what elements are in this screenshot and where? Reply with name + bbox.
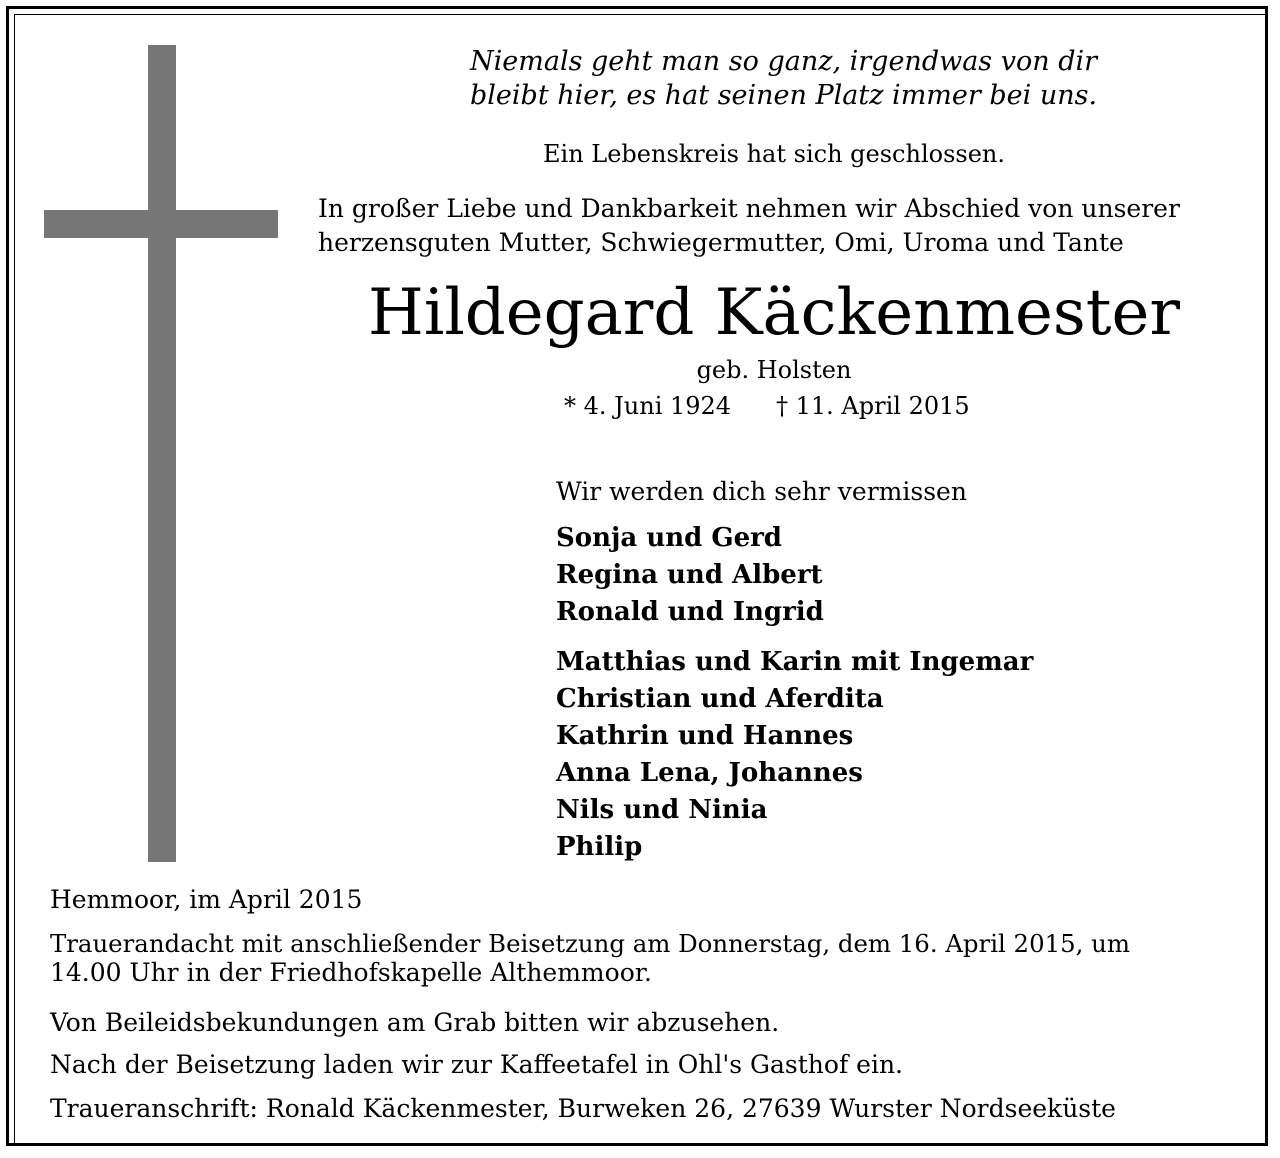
mourner-line: Matthias und Karin mit Ingemar bbox=[556, 647, 1034, 677]
address-line: Traueranschrift: Ronald Käckenmester, Burweken 26, 27639 Wurster Nordseeküste bbox=[50, 1094, 1116, 1123]
cross-vertical-bar bbox=[148, 45, 176, 862]
death-date: † 11. April 2015 bbox=[776, 392, 970, 420]
motto-line-1: Niemals geht man so ganz, irgendwas von dir bbox=[470, 46, 1098, 77]
service-line-1: Trauerandacht mit anschließender Beisetzung am Donnerstag, dem 16. April 2015, um bbox=[50, 929, 1130, 958]
coffee-note: Nach der Beisetzung laden wir zur Kaffeetafel in Ohl's Gasthof ein. bbox=[50, 1050, 903, 1079]
service-line-2: 14.00 Uhr in der Friedhofskapelle Althemmoor. bbox=[50, 958, 652, 987]
mourner-line: Nils und Ninia bbox=[556, 795, 768, 825]
mourner-line: Anna Lena, Johannes bbox=[556, 758, 863, 788]
miss-line: Wir werden dich sehr vermissen bbox=[556, 477, 967, 506]
intro-line-2: herzensguten Mutter, Schwiegermutter, Omi, Uroma und Tante bbox=[318, 228, 1124, 257]
intro-line-1: In großer Liebe und Dankbarkeit nehmen wir Abschied von unserer bbox=[318, 194, 1180, 223]
circle-line: Ein Lebenskreis hat sich geschlossen. bbox=[543, 140, 1005, 168]
condolence-note: Von Beileidsbekundungen am Grab bitten wir abzusehen. bbox=[50, 1008, 780, 1037]
mourner-line: Ronald und Ingrid bbox=[556, 597, 824, 627]
cross-horizontal-bar bbox=[44, 210, 278, 238]
maiden-name: geb. Holsten bbox=[696, 356, 852, 384]
mourner-line: Christian und Aferdita bbox=[556, 684, 884, 714]
birth-date: * 4. Juni 1924 bbox=[564, 392, 732, 420]
mourner-line: Regina und Albert bbox=[556, 560, 823, 590]
place-date: Hemmoor, im April 2015 bbox=[50, 885, 363, 914]
mourner-line: Sonja und Gerd bbox=[556, 523, 782, 553]
mourner-line: Kathrin und Hannes bbox=[556, 721, 854, 751]
deceased-name: Hildegard Käckenmester bbox=[368, 276, 1180, 350]
mourner-line: Philip bbox=[556, 832, 643, 862]
motto-line-2: bleibt hier, es hat seinen Platz immer bei uns. bbox=[470, 80, 1098, 111]
